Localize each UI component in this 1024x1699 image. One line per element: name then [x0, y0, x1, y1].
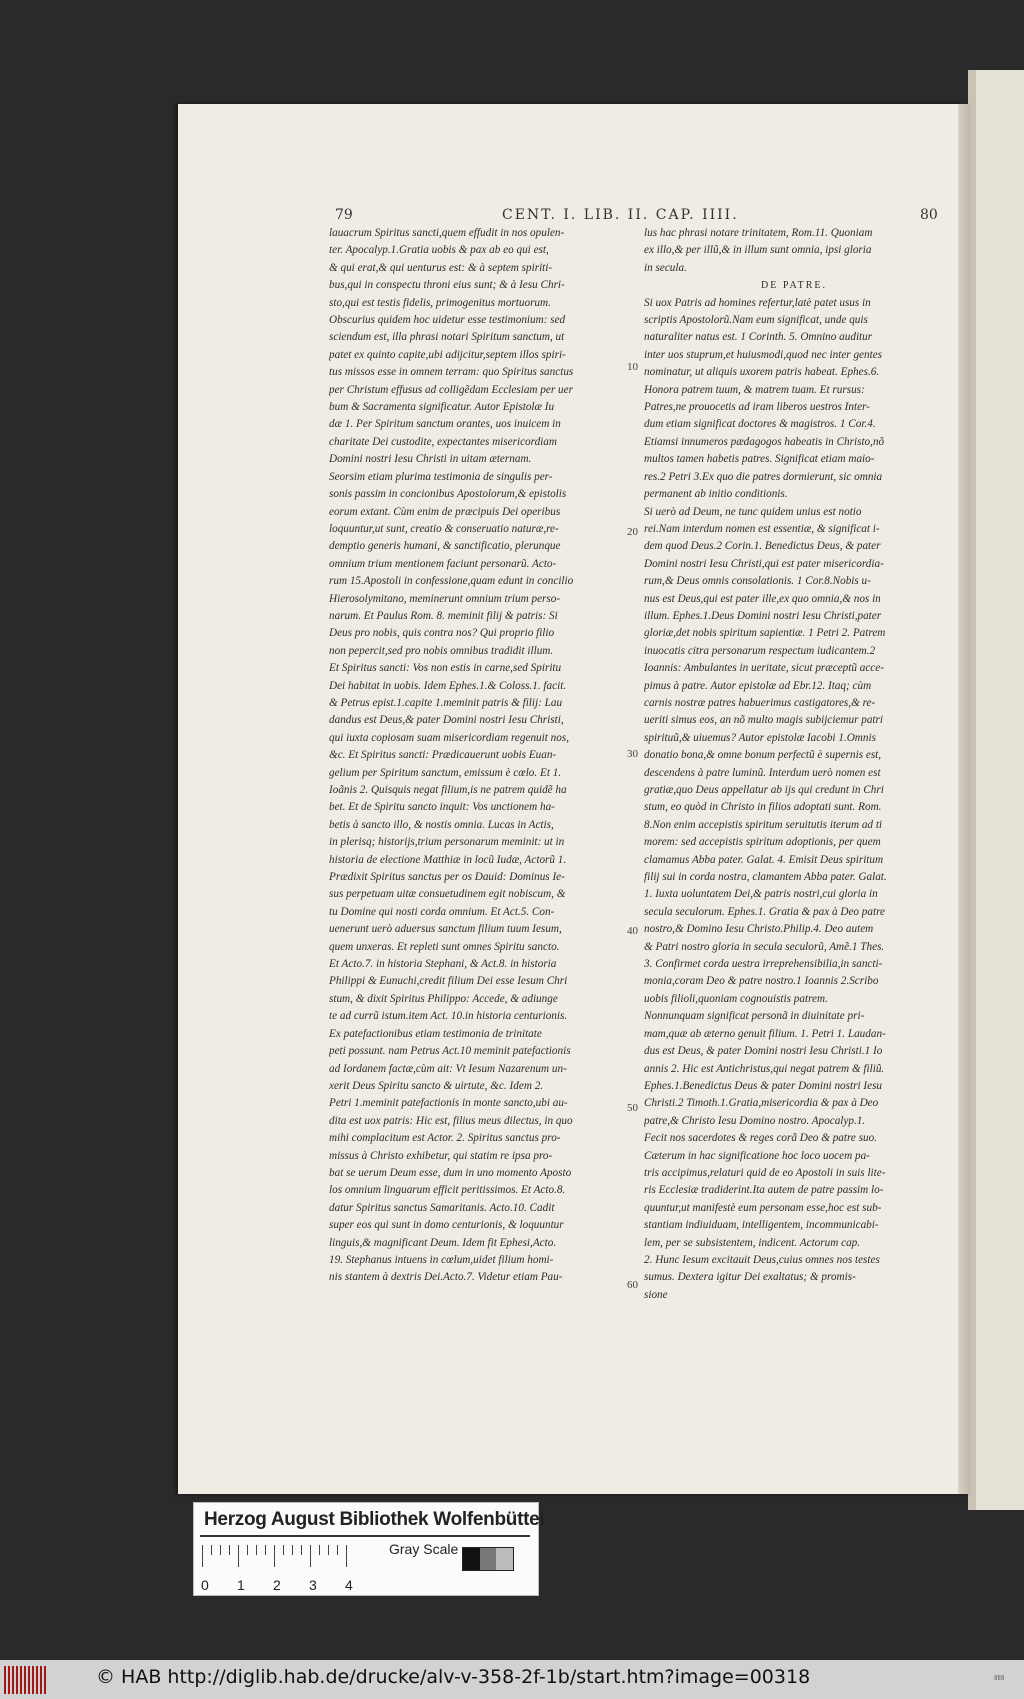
- ruler-tick: [220, 1545, 221, 1555]
- text-line: monia,coram Deo & patre nostro.1 Ioannis 2.Scribo: [644, 975, 879, 988]
- text-line: Cæterum in hac significatione hoc loco uocem pa-: [644, 1149, 870, 1162]
- text-line: descendens à patre luminũ. Interdum uerò nomen est: [644, 766, 881, 779]
- text-line: ex illo,& per illũ,& in illum sunt omnia, ipsi gloria: [644, 244, 872, 257]
- text-line: gloriæ,det nobis spiritum sapientiæ. 1 Petri 2. Patrem: [644, 627, 886, 640]
- text-line: filij sui in corda nostra, clamantem Abba pater. Galat.: [644, 871, 887, 884]
- ruler-tick: [292, 1545, 293, 1555]
- ruler-tick: [256, 1545, 257, 1555]
- text-line: nostro,& Domino Iesu Christo.Philip.4. Deo autem: [644, 923, 874, 936]
- ruler-number: 3: [309, 1577, 317, 1593]
- text-line: Fecit nos sacerdotes & reges corã Deo & patre suo.: [644, 1132, 878, 1145]
- text-line: Ioannis: Ambulantes in ueritate, sicut præceptũ acce-: [644, 662, 884, 675]
- text-line: gratiæ,quo Deus appellatur ab ijs qui credunt in Chri: [644, 784, 884, 796]
- text-line: Dei habitat in uobis. Idem Ephes.1.& Coloss.1. facit.: [329, 679, 567, 692]
- page-number-left: 79: [335, 207, 353, 223]
- text-line: ris Ecclesiæ tradiderint.Ita autem de patre passim lo-: [644, 1184, 884, 1197]
- text-line: Philippi & Eunuchi,credit filium Dei esse Iesum Chri: [329, 975, 568, 988]
- text-line: narum. Et Paulus Rom. 8. meminit filij & patris: Si: [329, 609, 558, 622]
- text-line: Patres,ne prouocetis ad iram liberos uestros Inter-: [644, 401, 870, 414]
- ruler-tick: [310, 1545, 311, 1567]
- text-line: illum. Ephes.1.Deus Domini nostri Iesu Christi,pater: [644, 609, 882, 622]
- gray-swatch: [463, 1548, 480, 1570]
- text-line: sumus. Dextera igitur Dei exaltatus; & promis-: [644, 1271, 856, 1284]
- text-line: lem, per se subsistentem, indicent. Actorum cap.: [644, 1236, 861, 1249]
- text-line: lauacrum Spiritus sancti,quem effudit in nos opulen-: [329, 227, 565, 239]
- text-line: dæ 1. Per Spiritum sanctum orantes, uos inuicem in: [329, 418, 561, 431]
- text-line: secula seculorum. Ephes.1. Gratia & pax à Deo patre: [644, 905, 886, 918]
- text-line: Si uox Patris ad homines refertur,latè patet usus in: [644, 296, 871, 309]
- text-line: loquuntur,ut sunt, creatio & conseruatio naturæ,re-: [329, 522, 559, 535]
- gray-swatch: [496, 1548, 513, 1570]
- text-line: morem: sed accepistis spiritum adoptionis, per quem: [644, 836, 881, 849]
- text-line: los omnium linguarum efficit peritissimos. Et Acto.8.: [329, 1184, 566, 1197]
- text-line: bat se uerum Deum esse, dum in uno momento Aposto: [329, 1166, 572, 1179]
- text-line: & Petrus epist.1.capite 1.meminit patris & filij: Lau: [329, 696, 563, 709]
- ruler-number: 2: [273, 1577, 281, 1593]
- margin-line-number: 20: [627, 526, 638, 538]
- ruler-tick: [283, 1545, 284, 1555]
- text-line: sione: [644, 1288, 668, 1301]
- text-line: 1. Iuxta uoluntatem Dei,& patris nostri,cui gloria in: [644, 888, 878, 901]
- ruler-tick: [229, 1545, 230, 1555]
- text-line: betis à sancto illo, & nostis omnia. Lucas in Actis,: [329, 818, 554, 831]
- text-line: Si uerò ad Deum, ne tunc quidem unius est notio: [644, 505, 862, 518]
- text-line: Petri 1.meminit patefactionis in monte sancto,ubi au-: [329, 1097, 568, 1110]
- gray-scale-label: Gray Scale: [389, 1541, 459, 1557]
- text-line: carnis nostræ patres habuerimus castigatores,& re-: [644, 696, 876, 709]
- facing-page-edge: [968, 70, 1024, 1510]
- text-line: naturaliter natus est. 1 Corinth. 5. Omnino auditur: [644, 331, 873, 344]
- text-line: stantiam indiuiduam, intelligentem, incommunicabi-: [644, 1219, 879, 1232]
- text-line: eorum extant. Cùm enim de præcipuis Dei operibus: [329, 505, 561, 518]
- margin-line-number: 60: [627, 1279, 638, 1291]
- ruler-tick: [211, 1545, 212, 1555]
- text-line: nominatur, ut aliquis uxorem patris habeat. Ephes.6.: [644, 366, 880, 379]
- text-line: patet ex quinto capite,ubi adijcitur,septem illos spiri-: [329, 348, 566, 361]
- text-line: non pepercit,sed pro nobis omnibus tradidit illum.: [329, 644, 554, 657]
- text-line: multos tamen habetis patres. Significat etiam maio-: [644, 453, 875, 466]
- margin-line-number: 10: [627, 361, 638, 373]
- text-line: Domini nostri Iesu Christi in uitam æternam.: [329, 453, 532, 466]
- margin-line-number: 50: [627, 1102, 638, 1114]
- text-line: quuntur,ut manifestè eum personam esse,hoc est sub-: [644, 1201, 882, 1214]
- text-line: in plerisq; historijs,trium personarum meminit: ut in: [329, 836, 565, 849]
- text-line: & qui erat,& qui uenturus est: & à septem spiriti-: [329, 261, 553, 274]
- text-line: stum, eo quòd in Christo in filios adoptati sunt. Rom.: [644, 801, 882, 814]
- text-line: Seorsim etiam plurima testimonia de singulis per-: [329, 470, 553, 483]
- text-line: Prædixit Spiritus sanctus per os Dauid: Dominus Ie-: [329, 871, 565, 884]
- text-line: annis 2. Hic est Antichristus,qui negat patrem & filiũ.: [644, 1062, 885, 1075]
- text-line: &c. Et Spiritus sancti: Prædicauerunt uobis Euan-: [329, 749, 557, 762]
- viewer-footer: [0, 1660, 1024, 1699]
- text-line: tu Domine qui nosti corda omnium. Et Act.5. Con-: [329, 905, 555, 918]
- text-line: spirituũ,& uiuemus? Autor epistolæ Iacobi 1.Omnis: [644, 731, 876, 744]
- text-line: & Patri nostro gloria in secula seculorũ, Amẽ.1 Thes.: [644, 940, 885, 953]
- text-line: bet. Et de Spiritu sancto inquit: Vos unctionem ha-: [329, 801, 555, 814]
- text-line: dita est uox patris: Hic est, filius meus dilectus, in quo: [329, 1114, 573, 1127]
- text-line: sus perpetuam uitæ consuetudinem egit nobiscum, &: [329, 888, 566, 901]
- text-line: datur Spiritus sanctus Samaritanis. Acto.10. Cadit: [329, 1201, 555, 1214]
- text-line: ad Iordanem factæ,cùm ait: Vt Iesum Nazarenum un-: [329, 1062, 567, 1075]
- ruler-tick: [337, 1545, 338, 1555]
- text-line: 19. Stephanus intuens in cœlum,uidet filium homi-: [329, 1253, 554, 1266]
- ruler-tick: [301, 1545, 302, 1555]
- margin-line-number: 40: [627, 925, 638, 937]
- text-line: tris accipimus,relaturi quid de eo Apostoli in suis lite-: [644, 1166, 886, 1179]
- text-line: pimus à patre. Autor epistolæ ad Ebr.12. Itaq; cùm: [644, 679, 872, 692]
- text-line: donatio bona,& omne bonum perfectũ è supernis est,: [644, 749, 882, 762]
- text-line: uenerunt uerò aduersus sanctum filium tuum Iesum,: [329, 923, 562, 936]
- text-line: te ad currũ istum.item Act. 10.in historia centurionis.: [329, 1010, 568, 1023]
- barcode-icon: [4, 1666, 46, 1694]
- text-line: res.2 Petri 3.Ex quo die patres dormierunt, sic omnia: [644, 470, 883, 483]
- ruler-tick: [319, 1545, 320, 1555]
- text-line: inter uos stuprum,et huiusmodi,quod nec inter gentes: [644, 348, 883, 361]
- text-line: Hierosolymitano, meminerunt omnium trium perso-: [329, 592, 561, 605]
- text-line: Honora patrem tuum, & matrem tuam. Et rursus:: [644, 383, 865, 396]
- text-line: Ex patefactionibus etiam testimonia de trinitate: [329, 1027, 542, 1040]
- text-line: nis stantem à dextris Dei.Acto.7. Videtur etiam Pau-: [329, 1271, 563, 1284]
- text-line: permanent ab initio conditionis.: [644, 488, 788, 501]
- text-line: lus hac phrasi notare trinitatem, Rom.11. Quoniam: [644, 227, 873, 239]
- text-line: dum etiam significat doctores & magistros. 1 Cor.4.: [644, 418, 876, 431]
- library-title: Herzog August Bibliothek Wolfenbüttel: [204, 1509, 545, 1530]
- text-line: Et Acto.7. in historia Stephani, & Act.8. in historia: [329, 958, 557, 971]
- library-color-card: [193, 1502, 545, 1596]
- text-line: mihi complacitum est Actor. 2. Spiritus sanctus pro-: [329, 1132, 561, 1145]
- text-line: gelium per Spiritum sanctum, emissum è cœlo. Et 1.: [329, 766, 562, 779]
- text-line: uobis filioli,quoniam cognouistis patrem.: [644, 992, 828, 1005]
- text-line: patre,& Christo Iesu Domino nostro. Apocalyp.1.: [644, 1114, 866, 1127]
- gray-swatch: [480, 1548, 497, 1570]
- text-line: rei.Nam interdum nomen est essentiæ, & significat i-: [644, 522, 880, 535]
- text-line: sto,qui est testis fidelis, primogenitus mortuorum.: [329, 296, 551, 309]
- scale-ruler: [202, 1543, 382, 1573]
- text-line: 8.Non enim accepistis spiritum seruitutis iterum ad ti: [644, 818, 883, 831]
- running-title: CENT. I. LIB. II. CAP. IIII.: [502, 207, 739, 223]
- text-line: Ephes.1.Benedictus Deus & pater Domini nostri Iesu: [644, 1079, 883, 1092]
- text-line: ter. Apocalyp.1.Gratia uobis & pax ab eo qui est,: [329, 244, 549, 257]
- text-line: tus missos esse in omnem terram: quo Spiritus sanctus: [329, 366, 574, 379]
- text-line: mam,quæ ab æterno genuit filium. 1. Petri 1. Laudan-: [644, 1027, 886, 1040]
- text-line: xerit Deus Spiritu sancto & uirtute, &c. Idem 2.: [329, 1079, 544, 1092]
- ruler-tick: [247, 1545, 248, 1555]
- text-line: DE PATRE.: [761, 280, 827, 292]
- text-line: sonis passim in concionibus Apostolorum,& epistolis: [329, 488, 567, 501]
- text-line: per Christum effusus ad colligẽdam Ecclesiam per uer: [329, 383, 573, 396]
- ruler-tick: [238, 1545, 239, 1567]
- text-line: stum, & dixit Spiritus Philippo: Accede, & adiunge: [329, 992, 558, 1005]
- ruler-number: 4: [345, 1577, 353, 1593]
- ruler-tick: [274, 1545, 275, 1567]
- text-line: bus,qui in conspectu throni eius sunt; & à Iesu Chri-: [329, 279, 565, 292]
- gray-scale-swatches: [462, 1547, 514, 1571]
- ruler-tick: [202, 1545, 203, 1567]
- text-line: rum 15.Apostoli in confessione,quam edunt in concilio: [329, 575, 574, 588]
- text-line: Domini nostri Iesu Christi,qui est pater misericordia-: [644, 557, 884, 570]
- book-page: [178, 104, 968, 1494]
- text-line: clamamus Abba pater. Galat. 4. Emisit Deus spiritum: [644, 853, 884, 866]
- text-line: Ioãnis 2. Quisquis negat filium,is ne patrem quidẽ ha: [329, 784, 567, 796]
- text-line: quem unxeras. Et repleti sunt omnes Spiritu sancto.: [329, 940, 560, 953]
- text-line: sciendum est, illa phrasi notari Spiritum sanctum, ut: [329, 331, 565, 344]
- ruler-number: 0: [201, 1577, 209, 1593]
- text-line: inuocatis citra personarum respectum iudicantem.2: [644, 644, 876, 657]
- text-line: dem quod Deus.2 Corin.1. Benedictus Deus, & pater: [644, 540, 881, 553]
- ruler-tick: [265, 1545, 266, 1555]
- text-line: linguis,& magnificant Deum. Idem fit Ephesi,Acto.: [329, 1236, 557, 1249]
- text-line: Christi.2 Timoth.1.Gratia,misericordia & pax à Deo: [644, 1097, 879, 1110]
- text-line: ueriti simus eos, an nõ multo magis subijciemur patri: [644, 714, 883, 727]
- text-line: 2. Hunc Iesum excitauit Deus,cuius omnes nos testes: [644, 1253, 880, 1266]
- page-gutter-shadow: [958, 104, 970, 1494]
- text-line: Etiamsi innumeros pædagogos habeatis in Christo,nõ: [644, 435, 885, 448]
- footer-mark: ⅡⅡⅡ: [994, 1674, 1005, 1682]
- text-line: Nonnunquam significat personã in diuinitate pri-: [644, 1010, 865, 1023]
- text-line: dus est Deus, & pater Domini nostri Iesu Christi.1 Io: [644, 1045, 883, 1058]
- text-line: 3. Confirmet corda uestra irreprehensibilia,in sancti-: [644, 958, 883, 971]
- card-divider: [200, 1535, 530, 1537]
- text-line: Obscurius quidem hoc uidetur esse testimonium: sed: [329, 314, 566, 327]
- text-line: qui iuxta copiosam suam misericordiam regenuit nos,: [329, 731, 569, 744]
- text-line: Deus pro nobis, quis contra nos? Qui proprio filio: [329, 627, 555, 640]
- text-line: nus est Deus,qui est pater ille,ex quo omnia,& nos in: [644, 592, 881, 605]
- page-number-right: 80: [920, 207, 938, 223]
- right-text-column: [644, 225, 944, 1445]
- margin-line-number: 30: [627, 748, 638, 760]
- text-line: super eos qui sunt in domo centurionis, & loquuntur: [329, 1219, 564, 1232]
- text-line: rum,& Deus omnis consolationis. 1 Cor.8.Nobis u-: [644, 575, 871, 588]
- text-line: charitate Dei custodite, expectantes misericordiam: [329, 435, 557, 448]
- ruler-number: 1: [237, 1577, 245, 1593]
- ruler-tick: [346, 1545, 347, 1567]
- text-line: peti possunt. nam Petrus Act.10 meminit patefactionis: [329, 1045, 571, 1058]
- text-line: Et Spiritus sancti: Vos non estis in carne,sed Spiritu: [329, 662, 562, 675]
- text-line: historia de electione Matthiæ in locũ Iudæ, Actorũ 1.: [329, 853, 567, 866]
- text-line: missus à Christo exhibetur, qui statim re ipsa pro-: [329, 1149, 553, 1162]
- text-line: bum & Sacramenta significatur. Autor Epistolæ Iu: [329, 401, 555, 414]
- text-line: demptio generis humani, & sanctificatio, plerunque: [329, 540, 561, 553]
- source-url-text: © HAB http://diglib.hab.de/drucke/alv-v-358-2f-1b/start.htm?image=00318: [96, 1666, 811, 1688]
- text-line: in secula.: [644, 261, 687, 274]
- text-line: scriptis Apostolorũ.Nam eum significat, unde quis: [644, 314, 868, 327]
- ruler-tick: [328, 1545, 329, 1555]
- text-line: dandus est Deus,& pater Domini nostri Iesu Christi,: [329, 714, 564, 727]
- text-line: omnium trium mentionem faciunt personarũ. Acto-: [329, 557, 557, 570]
